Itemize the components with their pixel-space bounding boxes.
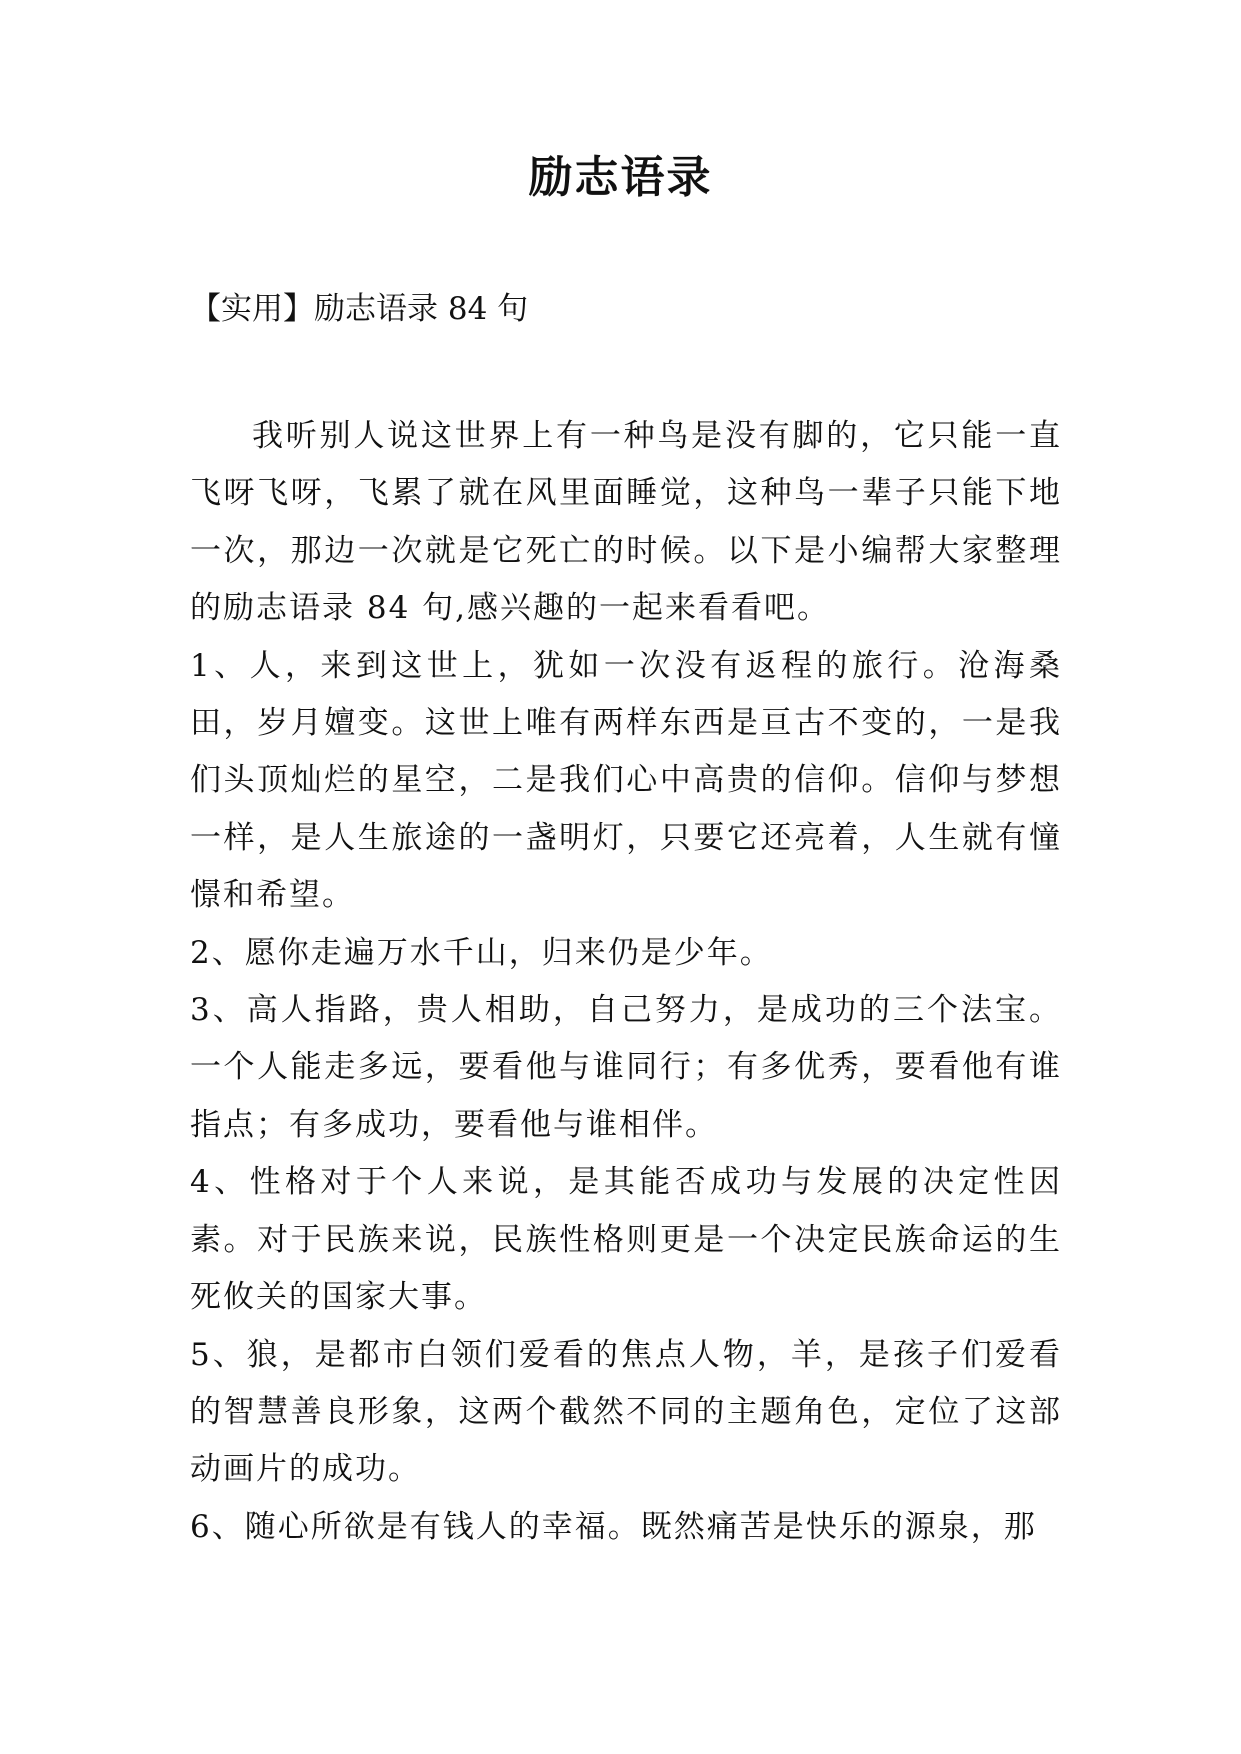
quote-item: 2、愿你走遍万水千山，归来仍是少年。 bbox=[190, 934, 773, 971]
quote-item: 1、人，来到这世上，犹如一次没有返程的旅行。沧海桑田，岁月嬗变。这世上唯有两样东西是亘古不变的，一是我们头顶灿烂的星空，二是我们心中高贵的信仰。信仰与梦想一样，是人生旅途的一盏明灯，只要它还亮着，人生就有憧憬和希望。 bbox=[190, 647, 1062, 914]
intro-paragraph: 我听别人说这世界上有一种鸟是没有脚的，它只能一直飞呀飞呀，飞累了就在风里面睡觉，这种鸟一辈子只能下地一次，那边一次就是它死亡的时候。以下是小编帮大家整理的励志语录 84 句,感兴趣的一起来看看吧。 bbox=[190, 418, 1062, 627]
document-body bbox=[190, 408, 1062, 1556]
quote-item: 5、狼，是都市白领们爱看的焦点人物，羊，是孩子们爱看的智慧善良形象，这两个截然不同的主题角色，定位了这部动画片的成功。 bbox=[190, 1336, 1062, 1488]
quote-item: 6、随心所欲是有钱人的幸福。既然痛苦是快乐的源泉，那 bbox=[190, 1508, 1037, 1545]
document-title: 励志语录 bbox=[528, 152, 713, 203]
quote-item: 4、性格对于个人来说，是其能否成功与发展的决定性因素。对于民族来说，民族性格则更是一个决定民族命运的生死攸关的国家大事。 bbox=[190, 1164, 1062, 1316]
quote-item: 3、高人指路，贵人相助，自己努力，是成功的三个法宝。一个人能走多远，要看他与谁同行；有多优秀，要看他有谁指点；有多成功，要看他与谁相伴。 bbox=[190, 992, 1062, 1143]
document-subtitle: 【实用】励志语录 84 句 bbox=[190, 291, 529, 327]
